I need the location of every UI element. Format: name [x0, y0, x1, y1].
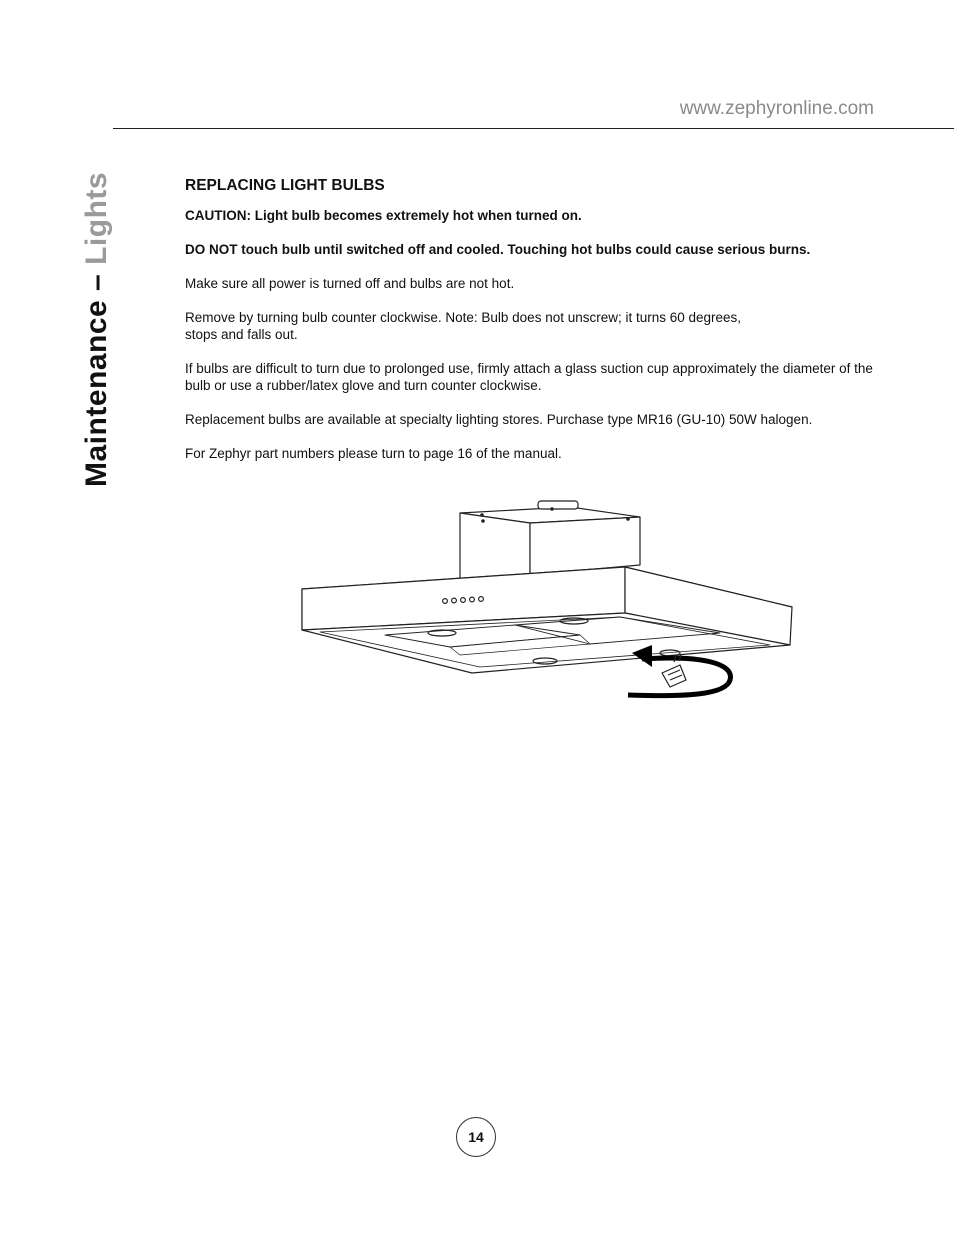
- side-section-title: [80, 172, 114, 487]
- page-number-badge: 14: [456, 1117, 496, 1157]
- caution-text: CAUTION: Light bulb becomes extremely hot when turned on.: [185, 208, 582, 223]
- warning-text: DO NOT touch bulb until switched off and cooled. Touching hot bulbs could cause serious burns.: [185, 242, 811, 257]
- main-content: [185, 176, 885, 479]
- header-divider: [113, 128, 954, 129]
- power-off-instruction: Make sure all power is turned off and bulbs are not hot.: [185, 276, 515, 291]
- difficult-bulb-instruction: If bulbs are difficult to turn due to prolonged use, firmly attach a glass suction cup approximately the diameter of the bulb or use a rubber/latex glove and turn counter clockwise.: [185, 361, 873, 393]
- section-heading: REPLACING LIGHT BULBS: [185, 177, 385, 194]
- side-title-sub: Lights: [80, 171, 113, 265]
- side-title-main: Maintenance –: [80, 264, 113, 487]
- website-url: www.zephyronline.com: [679, 98, 874, 119]
- range-hood-illustration: [290, 495, 810, 710]
- hood-canopy: [302, 567, 792, 673]
- replacement-bulb-info: Replacement bulbs are available at specialty lighting stores. Purchase type MR16 (GU-10) 50W halogen.: [185, 412, 813, 427]
- remove-bulb-line-2: stops and falls out.: [185, 327, 298, 342]
- remove-bulb-instruction: [185, 309, 885, 343]
- remove-bulb-line-1: Remove by turning bulb counter clockwise. Note: Bulb does not unscrew; it turns 60 degrees,: [185, 310, 742, 325]
- part-numbers-reference: For Zephyr part numbers please turn to page 16 of the manual.: [185, 446, 562, 461]
